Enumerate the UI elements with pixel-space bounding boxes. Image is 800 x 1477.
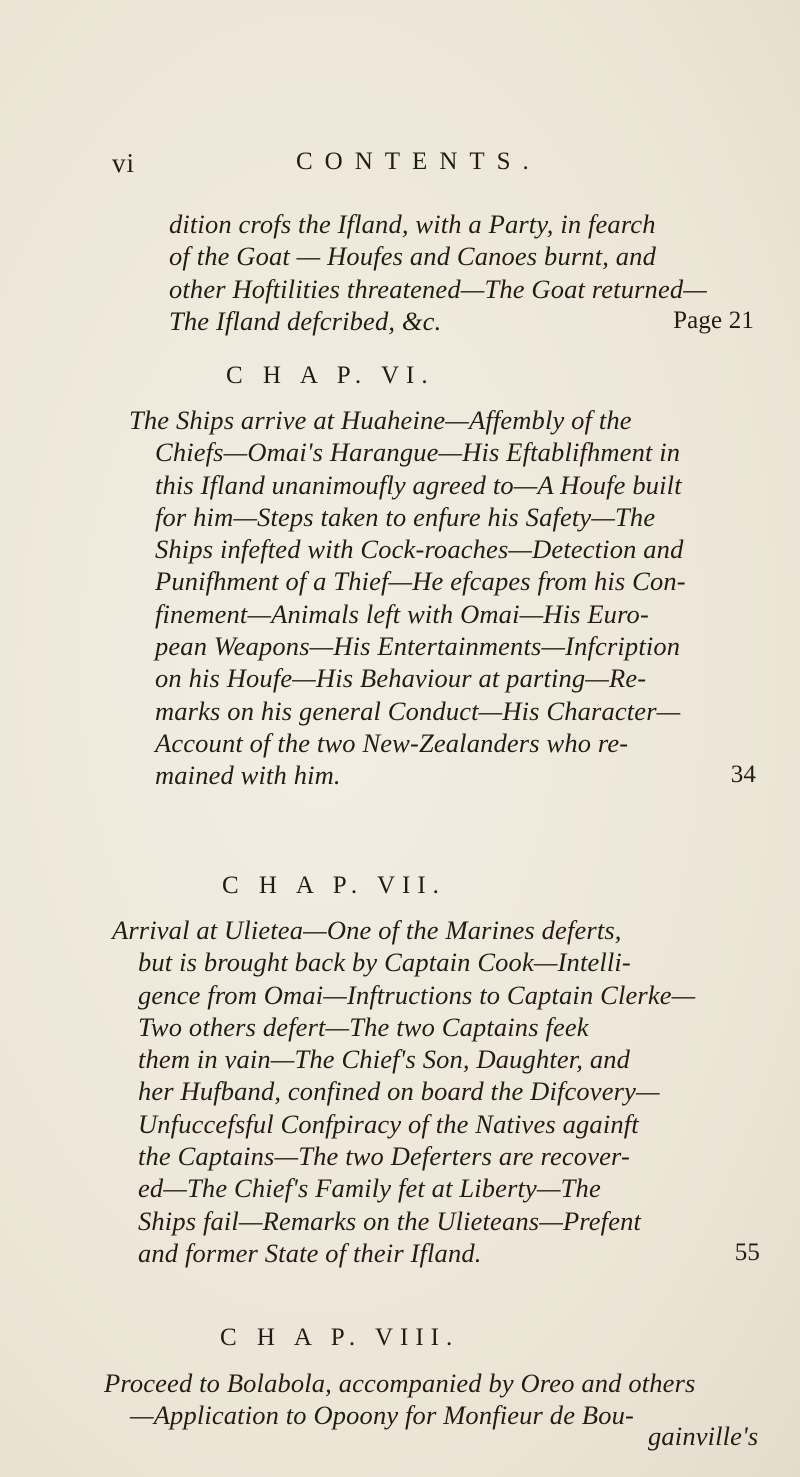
text-line: finement—Animals left with Omai—His Euro- [155, 598, 649, 629]
text-line: Unfuccefsful Confpiracy of the Natives againft [138, 1108, 639, 1139]
text-line: for him—Steps taken to enfure his Safety—The [155, 501, 656, 532]
text-line: mained with him. [155, 760, 341, 791]
text-line: but is brought back by Captain Cook—Intelli- [138, 947, 631, 978]
text-line: Ships fail—Remarks on the Ulieteans—Prefent [138, 1205, 642, 1236]
running-head [112, 148, 772, 188]
continuation-entry [0, 208, 800, 337]
text-line: dition crofs the Ifland, with a Party, in fearch [169, 209, 656, 239]
text-line: ed—The Chief's Family fet at Liberty—The [138, 1173, 601, 1204]
text-line: this Ifland unanimoufly agreed to—A Houfe built [155, 469, 682, 500]
text-line: other Hoftilities threatened—The Goat returned— [169, 273, 707, 304]
text-line: on his Houfe—His Behaviour at parting—Re- [155, 663, 647, 694]
chapter-summary [0, 914, 800, 1269]
page-reference: Page 21 [673, 306, 754, 334]
running-title: CONTENTS. [296, 148, 541, 175]
chapter-summary-text [129, 404, 756, 792]
text-line: Proceed to Bolabola, accompanied by Oreo and others [104, 1368, 696, 1398]
text-line: her Hufband, confined on board the Difcovery— [138, 1076, 660, 1107]
text-line: Arrival at Ulietea—One of the Marines deferts, [112, 915, 622, 945]
text-line: gence from Omai—Inftructions to Captain Clerke— [138, 979, 696, 1010]
chapter-summary [0, 1367, 800, 1452]
page-reference: 55 [734, 1238, 760, 1266]
page-reference: 34 [730, 761, 756, 789]
text-line: Account of the two New-Zealanders who re- [155, 727, 629, 758]
chapter-heading: C H A P. VI. [226, 362, 435, 389]
text-line: and former State of their Ifland. [138, 1237, 482, 1268]
text-line: of the Goat — Houfes and Canoes burnt, and [169, 241, 656, 272]
text-line: Punifhment of a Thief—He efcapes from his Con- [155, 566, 686, 597]
page-number: vi [112, 148, 136, 178]
text-line: The Ships arrive at Huaheine—Affembly of the [129, 405, 632, 435]
chapter-heading: C H A P. VIII. [220, 1324, 460, 1351]
chapter-summary-text [112, 914, 760, 1269]
text-line: —Application to Opoony for Monfieur de Bou- [130, 1400, 634, 1431]
text-line: the Captains—The two Deferters are recover- [138, 1141, 630, 1172]
continuation-text [169, 208, 754, 337]
catchword: gainville's [648, 1420, 759, 1451]
chapter-summary-text [104, 1367, 764, 1452]
text-line: Ships infefted with Cock-roaches—Detection and [155, 534, 684, 565]
text-line: Chiefs—Omai's Harangue—His Eftablifhment in [155, 437, 681, 468]
text-line: marks on his general Conduct—His Character— [155, 695, 681, 726]
chapter-summary [0, 404, 800, 792]
text-line: pean Weapons—His Entertainments—Infcription [155, 631, 681, 662]
text-line: them in vain—The Chief's Son, Daughter, and [138, 1044, 631, 1075]
text-line: The Ifland defcribed, &c. [169, 305, 442, 336]
text-line: Two others defert—The two Captains feek [138, 1011, 589, 1042]
chapter-heading: C H A P. VII. [222, 872, 446, 899]
